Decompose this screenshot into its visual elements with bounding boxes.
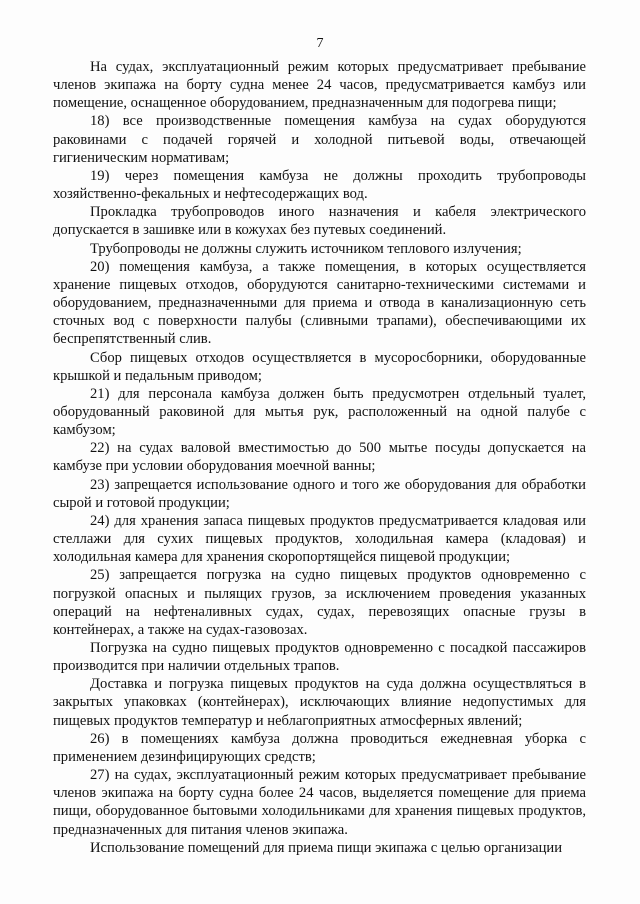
paragraph: 19) через помещения камбуза не должны проходить трубопроводы хозяйственно-фекальных и нефтесодержащих вод. (53, 167, 586, 203)
paragraph: 18) все производственные помещения камбуза на судах оборудуются раковинами с подачей горячей и холодной питьевой воды, отвечающей гигиеническим нормативам; (53, 113, 586, 166)
paragraph: 20) помещения камбуза, а также помещения, в которых осуществляется хранение пищевых отходов, оборудуются санитарно-техническими системами и оборудованием, предназначенными для приема и отвода в канализационную сеть сточных вод с поверхности палубы (сливными трапами), обеспечивающими их беспрепятственный слив. (53, 258, 586, 348)
document-body (53, 58, 586, 857)
paragraph: Использование помещений для приема пищи экипажа с целью организации (90, 839, 563, 856)
paragraph: 24) для хранения запаса пищевых продуктов предусматривается кладовая или стеллажи для сухих пищевых продуктов, холодильная камера (кладовая) и холодильная камера для хранения скоропортящейся пищевой продукции; (53, 512, 586, 566)
page-number: 7 (316, 36, 324, 51)
paragraph: Прокладка трубопроводов иного назначения и кабеля электрического допускается в зашивке или в кожухах без путевых соединений. (53, 204, 586, 239)
paragraph: Трубопроводы не должны служить источником теплового излучения; (90, 240, 522, 257)
paragraph: 22) на судах валовой вместимостью до 500 мытье посуды допускается на камбузе при условии оборудования моечной ванны; (53, 440, 586, 475)
paragraph: 21) для персонала камбуза должен быть предусмотрен отдельный туалет, оборудованный раковиной для мытья рук, расположенный на одной палубе с камбузом; (53, 385, 586, 439)
paragraph: Погрузка на судно пищевых продуктов одновременно с посадкой пассажиров производится при наличии отдельных трапов. (53, 640, 586, 675)
paragraph: 23) запрещается использование одного и того же оборудования для обработки сырой и готовой продукции; (53, 476, 586, 511)
paragraph: 27) на судах, эксплуатационный режим которых предусматривает пребывание членов экипажа на борту судна более 24 часов, выделяется помещение для приема пищи, оборудованное бытовыми холодильниками для хранения пищевых продуктов, предназначенных для питания членов экипажа. (53, 767, 586, 838)
paragraph: Сбор пищевых отходов осуществляется в мусоросборники, оборудованные крышкой и педальным приводом; (53, 349, 586, 384)
paragraph: Доставка и погрузка пищевых продуктов на суда должна осуществляться в закрытых упаковках (контейнерах), исключающих влияние недопустимых для пищевых продуктов температур и неблагоприятных атмосферных явлений; (53, 676, 586, 729)
paragraph: На судах, эксплуатационный режим которых предусматривает пребывание членов экипажа на борту судна менее 24 часов, предусматривается камбуз или помещение, оснащенное оборудованием, предназначенным для подогрева пищи; (53, 59, 586, 112)
paragraph: 26) в помещениях камбуза должна проводиться ежедневная уборка с применением дезинфицирующих средств; (53, 730, 586, 765)
paragraph: 25) запрещается погрузка на судно пищевых продуктов одновременно с погрузкой опасных и пылящих грузов, за исключением проведения указанных операций на нефтеналивных судах, судах, перевозящих опасные грузы в контейнерах, а также на судах-газовозах. (53, 567, 586, 638)
